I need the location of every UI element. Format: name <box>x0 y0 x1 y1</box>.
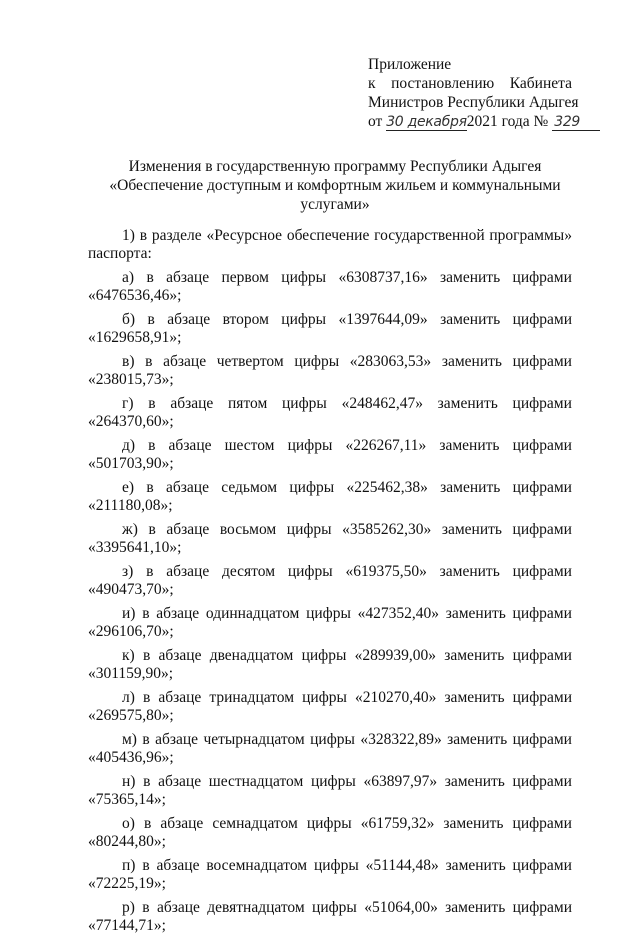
paragraph-word: девятнадцатом <box>207 899 305 916</box>
paragraph-word: в <box>142 857 150 874</box>
paragraph-word: цифрами <box>512 689 572 706</box>
paragraph-word: четвертом <box>216 353 284 370</box>
paragraph-word: цифрами <box>512 269 572 286</box>
paragraph-word: а) <box>122 269 135 286</box>
list-item <box>88 227 572 262</box>
paragraph-word: ж) <box>122 521 138 538</box>
paragraph-continuation: «301159,90»; <box>88 664 174 682</box>
paragraph-word: абзаце <box>168 437 212 454</box>
paragraph-word: заменить <box>445 605 506 622</box>
list-item <box>88 815 572 850</box>
paragraph-word: п) <box>122 857 136 874</box>
paragraph-word: цифры <box>282 395 327 412</box>
paragraph-continuation: «264370,60»; <box>88 412 174 430</box>
date-prefix: от <box>368 113 383 130</box>
paragraph-word: «283063,53» <box>349 353 432 370</box>
paragraph-continuation: «405436,96»; <box>88 748 174 766</box>
paragraph-word: м) <box>122 731 137 748</box>
paragraph-continuation: «75365,14»; <box>88 790 166 808</box>
paragraph-word: цифрами <box>512 899 572 916</box>
paragraph-word: цифрами <box>512 353 572 370</box>
list-item <box>88 773 572 808</box>
paragraph-word: «63897,97» <box>363 773 438 790</box>
list-item <box>88 731 572 766</box>
paragraph-word: в <box>146 269 154 286</box>
list-item <box>88 269 572 304</box>
paragraph-word: в <box>142 605 150 622</box>
paragraph-word: и) <box>122 605 136 622</box>
paragraph-word: «225462,38» <box>346 479 428 496</box>
paragraph-word: б) <box>122 311 136 328</box>
paragraph-first-line <box>88 731 572 749</box>
paragraph-word: седьмом <box>221 479 278 496</box>
paragraph-word: цифры <box>302 689 347 706</box>
title-line: «Обеспечение доступным и комфортным жильем и коммунальными <box>109 177 561 194</box>
paragraph-word: цифрами <box>512 437 572 454</box>
paragraph-word: заменить <box>440 479 501 496</box>
paragraph-first-line <box>88 563 572 581</box>
paragraph-word: заменить <box>447 731 508 748</box>
paragraph-word: заменить <box>437 395 498 412</box>
paragraph-word: в <box>142 899 150 916</box>
list-item <box>88 479 572 514</box>
paragraph-word: цифры <box>306 815 352 832</box>
paragraph-word: в <box>146 479 154 496</box>
paragraph-first-line <box>88 605 572 623</box>
paragraph-word: цифрами <box>512 521 572 538</box>
paragraph-word: «248462,47» <box>341 395 423 412</box>
paragraph-word: в <box>142 689 151 706</box>
paragraph-word: цифрами <box>512 479 572 496</box>
paragraph-word: в <box>142 731 150 748</box>
paragraph-word: цифрами <box>512 311 572 328</box>
paragraph-word: заменить <box>444 773 505 790</box>
paragraph-word: двенадцатом <box>209 647 294 664</box>
paragraph-word: втором <box>222 311 269 328</box>
paragraph-word: заменить <box>445 857 506 874</box>
list-item <box>88 395 572 430</box>
paragraph-continuation: «3395641,10»; <box>88 538 182 556</box>
paragraph-word: «51064,00» <box>364 899 438 916</box>
paragraph-word: заменить <box>441 353 502 370</box>
paragraph-word: тринадцатом <box>209 689 295 706</box>
paragraph-word: цифры <box>289 479 335 496</box>
paragraph-continuation: «80244,80»; <box>88 832 166 850</box>
paragraph-first-line <box>88 227 572 245</box>
title-line: Изменения в государственную программу Республики Адыгея <box>128 158 542 175</box>
paragraph-word: в <box>142 647 151 664</box>
paragraph-first-line <box>88 647 572 665</box>
list-item <box>88 311 572 346</box>
paragraph-continuation: «269575,80»; <box>88 706 174 724</box>
appendix-word: Кабинета <box>509 75 572 92</box>
appendix-header <box>368 55 581 131</box>
paragraph-continuation: «77144,71»; <box>88 916 166 934</box>
list-item <box>88 521 572 556</box>
paragraph-word: «6308737,16» <box>338 269 428 286</box>
paragraph-word: абзаце <box>155 731 199 748</box>
paragraph-first-line <box>88 773 572 791</box>
paragraph-word: «328322,89» <box>360 731 442 748</box>
paragraph-word: государственной <box>374 227 485 244</box>
paragraph-continuation: «6476536,46»; <box>88 286 182 304</box>
paragraph-word: в <box>147 311 155 328</box>
paragraph-word: «289939,00» <box>354 647 437 664</box>
paragraph-first-line <box>88 521 572 539</box>
paragraph-word: шестом <box>224 437 275 454</box>
paragraph-word: «427352,40» <box>357 605 439 622</box>
list-item <box>88 605 572 640</box>
paragraph-word: программы» <box>489 227 572 244</box>
paragraph-word: абзаце <box>163 353 207 370</box>
paragraph-word: «1397644,09» <box>338 311 428 328</box>
paragraph-first-line <box>88 311 572 329</box>
paragraph-word: заменить <box>444 689 505 706</box>
paragraph-word: цифрами <box>512 605 572 622</box>
paragraph-word: цифры <box>312 899 357 916</box>
paragraph-word: в <box>146 563 154 580</box>
list-item <box>88 563 572 598</box>
paragraph-first-line <box>88 353 572 371</box>
title-line: услугами» <box>300 196 370 213</box>
paragraph-word: четырнадцатом <box>203 731 305 748</box>
paragraph-word: з) <box>122 563 134 580</box>
handwritten-date: 30 декабря <box>386 114 467 130</box>
paragraph-word: абзаце <box>158 647 202 664</box>
paragraph-word: заменить <box>439 437 500 454</box>
paragraph-word: семнадцатом <box>212 815 298 832</box>
paragraph-word: абзаце <box>166 521 210 538</box>
paragraph-word: восьмом <box>219 521 277 538</box>
list-item <box>88 857 572 892</box>
paragraph-word: в <box>139 227 148 244</box>
paragraph-word: абзаце <box>166 269 210 286</box>
paragraph-word: о) <box>122 815 135 832</box>
paragraph-word: в <box>145 353 153 370</box>
paragraph-word: абзаце <box>156 605 200 622</box>
paragraph-word: абзаце <box>158 689 202 706</box>
paragraph-word: цифры <box>310 773 356 790</box>
appendix-line-2 <box>368 74 572 93</box>
paragraph-first-line <box>88 437 572 455</box>
paragraph-continuation: «1629658,91»; <box>88 328 182 346</box>
list-item <box>88 689 572 724</box>
paragraph-word: заменить <box>441 521 502 538</box>
list-item <box>88 437 572 472</box>
list-item <box>88 899 572 934</box>
paragraph-word: в <box>148 437 156 454</box>
paragraph-first-line <box>88 689 572 707</box>
appendix-word: к <box>368 75 376 92</box>
paragraph-word: в <box>143 815 152 832</box>
paragraph-word: г) <box>122 395 134 412</box>
paragraph-word: абзаце <box>158 773 202 790</box>
paragraph-word: цифры <box>281 311 327 328</box>
paragraph-word: «51144,48» <box>365 857 439 874</box>
paragraph-word: «210270,40» <box>355 689 437 706</box>
paragraph-word: заменить <box>439 563 500 580</box>
paragraph-word: абзаце <box>156 899 200 916</box>
paragraph-first-line <box>88 815 572 833</box>
paragraph-word: абзаце <box>160 815 204 832</box>
paragraph-word: в <box>143 773 151 790</box>
paragraph-word: н) <box>122 773 136 790</box>
paragraph-word: шестнадцатом <box>208 773 304 790</box>
appendix-word: постановлению <box>391 75 495 92</box>
paragraph-word: цифры <box>287 437 333 454</box>
paragraph-word: цифры <box>281 269 327 286</box>
paragraph-word: в <box>148 395 156 412</box>
paragraph-continuation: «501703,90»; <box>88 454 174 472</box>
paragraph-continuation: «238015,73»; <box>88 370 174 388</box>
document-title <box>80 157 590 214</box>
paragraph-word: «61759,32» <box>360 815 435 832</box>
paragraph-word: одиннадцатом <box>205 605 300 622</box>
paragraph-word: обеспечение <box>286 227 370 244</box>
paragraph-word: цифрами <box>512 395 572 412</box>
paragraph-word: цифры <box>301 647 347 664</box>
paragraph-word: абзаце <box>156 857 200 874</box>
list-item <box>88 353 572 388</box>
paragraph-continuation: паспорта: <box>88 244 152 262</box>
paragraph-word: цифры <box>310 731 355 748</box>
paragraph-word: цифрами <box>512 857 572 874</box>
appendix-line-3: Министров Республики Адыгея <box>368 94 579 111</box>
paragraph-word: цифрами <box>512 815 572 832</box>
paragraph-word: цифрами <box>512 731 572 748</box>
paragraph-word: разделе <box>151 227 202 244</box>
paragraph-word: абзаце <box>170 395 214 412</box>
paragraph-word: цифрами <box>512 563 572 580</box>
paragraph-word: в) <box>122 353 135 370</box>
paragraph-word: д) <box>122 437 136 454</box>
paragraph-word: цифры <box>306 605 351 622</box>
paragraph-word: абзаце <box>166 479 209 496</box>
list-item <box>88 647 572 682</box>
paragraph-word: заменить <box>443 815 504 832</box>
paragraph-word: к) <box>122 647 135 664</box>
paragraph-continuation: «72225,19»; <box>88 874 166 892</box>
document-body <box>88 227 572 941</box>
paragraph-word: заменить <box>444 647 505 664</box>
paragraph-word: цифры <box>313 857 359 874</box>
paragraph-word: абзаце <box>167 311 211 328</box>
paragraph-continuation: «211180,08»; <box>88 496 173 514</box>
paragraph-first-line <box>88 479 572 497</box>
paragraph-first-line <box>88 899 572 917</box>
paragraph-word: р) <box>122 899 135 916</box>
paragraph-first-line <box>88 269 572 287</box>
paragraph-word: цифры <box>294 353 340 370</box>
paragraph-word: десятом <box>222 563 276 580</box>
paragraph-word: заменить <box>445 899 506 916</box>
paragraph-word: заменить <box>440 311 501 328</box>
appendix-title: Приложение <box>368 56 452 73</box>
handwritten-number: 329 <box>552 114 600 131</box>
paragraph-word: первом <box>221 269 269 286</box>
paragraph-word: цифры <box>287 563 333 580</box>
paragraph-continuation: «296106,70»; <box>88 622 174 640</box>
paragraph-word: цифры <box>286 521 332 538</box>
paragraph-word: «Ресурсное <box>206 227 283 244</box>
date-year: 2021 года № <box>466 113 549 130</box>
paragraph-continuation: «490473,70»; <box>88 580 174 598</box>
paragraph-word: «619375,50» <box>345 563 427 580</box>
appendix-date-line <box>368 112 581 131</box>
paragraph-word: 1) <box>122 227 135 244</box>
paragraph-word: е) <box>122 479 135 496</box>
paragraph-word: «3585262,30» <box>342 521 432 538</box>
paragraph-first-line <box>88 857 572 875</box>
paragraph-word: л) <box>122 689 135 706</box>
paragraph-word: восемнадцатом <box>206 857 308 874</box>
paragraph-word: абзаце <box>166 563 210 580</box>
paragraph-word: цифрами <box>512 773 572 790</box>
paragraph-word: пятом <box>228 395 268 412</box>
paragraph-word: в <box>148 521 156 538</box>
paragraph-word: заменить <box>440 269 501 286</box>
paragraph-word: «226267,11» <box>345 437 427 454</box>
paragraph-first-line <box>88 395 572 413</box>
paragraph-word: цифрами <box>512 647 572 664</box>
